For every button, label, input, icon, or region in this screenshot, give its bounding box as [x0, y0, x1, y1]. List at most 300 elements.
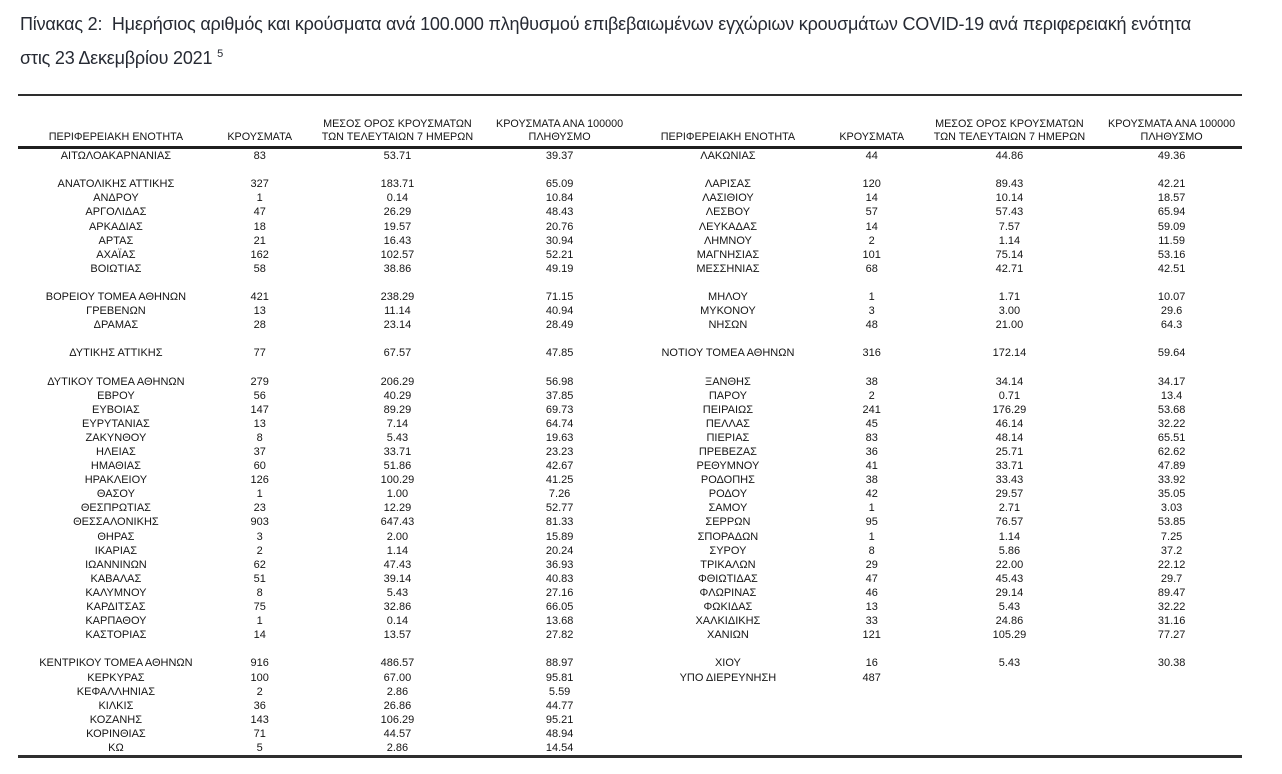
- region-cell: ΚΩ: [108, 741, 124, 754]
- region-cell: [630, 360, 826, 374]
- value-cell: 13.68: [545, 615, 574, 628]
- value-cell: 29.6: [1160, 305, 1183, 318]
- value-cell: [306, 642, 490, 656]
- value-cell: 29.7: [1160, 572, 1183, 585]
- region-cell: ΚΙΛΚΙΣ: [98, 699, 134, 712]
- value-cell: 2: [868, 389, 875, 402]
- value-cell: 75: [253, 601, 266, 614]
- value-cell: 32.22: [1157, 601, 1186, 614]
- value-cell: 5.59: [548, 685, 571, 698]
- value-cell: 67.57: [383, 347, 412, 360]
- value-cell: [1101, 642, 1242, 656]
- value-cell: 241: [862, 403, 881, 416]
- spacer-row: [630, 360, 1242, 374]
- value-cell: 33: [865, 615, 878, 628]
- value-cell: 421: [250, 290, 269, 303]
- value-cell: 16: [865, 657, 878, 670]
- value-cell: 53.16: [1157, 248, 1186, 261]
- value-cell: 33.71: [383, 446, 412, 459]
- column-header: ΚΡΟΥΣΜΑΤΑ: [826, 96, 918, 148]
- value-cell: 10.14: [995, 192, 1024, 205]
- value-cell: 7.26: [548, 488, 571, 501]
- table-row: [18, 318, 630, 332]
- value-cell: 53.68: [1157, 403, 1186, 416]
- value-cell: 101: [862, 248, 881, 261]
- value-cell: 38: [865, 375, 878, 388]
- value-cell: [1101, 163, 1242, 177]
- value-cell: 1: [256, 192, 263, 205]
- value-cell: [489, 163, 630, 177]
- value-cell: 487: [862, 671, 881, 684]
- spacer-row: [630, 713, 1242, 727]
- value-cell: [214, 360, 306, 374]
- region-cell: ΠΑΡΟΥ: [708, 389, 747, 402]
- value-cell: 44.77: [545, 699, 574, 712]
- value-cell: 5.43: [386, 586, 409, 599]
- region-cell: ΜΑΓΝΗΣΙΑΣ: [696, 248, 760, 261]
- region-cell: [630, 685, 826, 699]
- value-cell: 47.43: [383, 558, 412, 571]
- value-cell: [306, 360, 490, 374]
- value-cell: 10.84: [545, 192, 574, 205]
- value-cell: 88.97: [545, 657, 574, 670]
- region-cell: ΚΕΦΑΛΛΗΝΙΑΣ: [76, 685, 156, 698]
- value-cell: 67.00: [383, 671, 412, 684]
- value-cell: [826, 276, 918, 290]
- table-header-left: [18, 96, 630, 148]
- value-cell: 27.82: [545, 629, 574, 642]
- value-cell: 57.43: [995, 206, 1024, 219]
- table-row: [630, 346, 1242, 360]
- table-columns-wrapper: [18, 96, 1242, 755]
- value-cell: 48.43: [545, 206, 574, 219]
- table-row: [18, 177, 630, 191]
- region-cell: ΜΥΚΟΝΟΥ: [700, 305, 756, 318]
- value-cell: 1: [868, 502, 875, 515]
- value-cell: 8: [256, 586, 263, 599]
- value-cell: [489, 642, 630, 656]
- table-row: [18, 670, 630, 684]
- table-row: [18, 148, 630, 164]
- value-cell: 65.09: [545, 178, 574, 191]
- value-cell: 69.73: [545, 403, 574, 416]
- region-cell: ΑΙΤΩΛΟΑΚΑΡΝΑΝΙΑΣ: [60, 150, 172, 163]
- table-row: [18, 290, 630, 304]
- column-header: ΜΕΣΟΣ ΟΡΟΣ ΚΡΟΥΣΜΑΤΩΝ ΤΩΝ ΤΕΛΕΥΤΑΙΩΝ 7 ΗΜΕΡΩΝ: [306, 96, 490, 148]
- value-cell: [826, 642, 918, 656]
- region-cell: ΑΡΓΟΛΙΔΑΣ: [85, 206, 147, 219]
- value-cell: 49.36: [1157, 150, 1186, 163]
- table-row: [630, 318, 1242, 332]
- region-cell: ΒΟΙΩΤΙΑΣ: [90, 262, 142, 275]
- table-row: [630, 600, 1242, 614]
- value-cell: 18.57: [1157, 192, 1186, 205]
- region-cell: ΕΥΒΟΙΑΣ: [92, 403, 140, 416]
- spacer-row: [18, 642, 630, 656]
- region-cell: ΑΡΤΑΣ: [98, 234, 134, 247]
- value-cell: 126: [250, 474, 269, 487]
- column-header: ΚΡΟΥΣΜΑΤΑ: [214, 96, 306, 148]
- value-cell: 2.86: [386, 685, 409, 698]
- region-cell: [630, 727, 826, 741]
- table-row: [630, 572, 1242, 586]
- region-cell: ΡΟΔΟΠΗΣ: [700, 474, 755, 487]
- value-cell: 18: [253, 220, 266, 233]
- value-cell: 23.14: [383, 319, 412, 332]
- value-cell: 95.21: [545, 713, 574, 726]
- value-cell: 13.57: [383, 629, 412, 642]
- value-cell: 32.86: [383, 601, 412, 614]
- region-cell: ΕΥΡΥΤΑΝΙΑΣ: [82, 417, 150, 430]
- region-cell: ΛΕΣΒΟΥ: [705, 206, 751, 219]
- value-cell: 51.86: [383, 460, 412, 473]
- value-cell: 1: [256, 615, 263, 628]
- region-cell: ΛΑΣΙΘΙΟΥ: [702, 192, 754, 205]
- value-cell: [826, 332, 918, 346]
- region-cell: ΘΕΣΣΑΛΟΝΙΚΗΣ: [73, 516, 159, 529]
- table-row: [630, 219, 1242, 233]
- value-cell: 162: [250, 248, 269, 261]
- value-cell: 77: [253, 347, 266, 360]
- table-row: [630, 459, 1242, 473]
- table-row: [630, 670, 1242, 684]
- value-cell: [489, 332, 630, 346]
- region-cell: ΜΕΣΣΗΝΙΑΣ: [696, 262, 760, 275]
- value-cell: 65.51: [1157, 431, 1186, 444]
- value-cell: [918, 699, 1102, 713]
- table-row: [18, 741, 630, 755]
- value-cell: 57: [865, 206, 878, 219]
- value-cell: 33.92: [1157, 474, 1186, 487]
- value-cell: 53.71: [383, 150, 412, 163]
- value-cell: [918, 670, 1102, 684]
- value-cell: 3.03: [1160, 502, 1183, 515]
- value-cell: 1: [868, 530, 875, 543]
- value-cell: 2.71: [998, 502, 1021, 515]
- value-cell: 68: [865, 262, 878, 275]
- table-row: [630, 628, 1242, 642]
- table-row: [18, 558, 630, 572]
- value-cell: 30.94: [545, 234, 574, 247]
- value-cell: 238.29: [380, 290, 415, 303]
- value-cell: [918, 685, 1102, 699]
- value-cell: 51: [253, 572, 266, 585]
- region-cell: ΘΗΡΑΣ: [97, 530, 135, 543]
- value-cell: 14: [865, 220, 878, 233]
- region-cell: ΦΛΩΡΙΝΑΣ: [699, 586, 757, 599]
- value-cell: 34.14: [995, 375, 1024, 388]
- value-cell: 147: [250, 403, 269, 416]
- value-cell: [918, 276, 1102, 290]
- table-row: [630, 417, 1242, 431]
- region-cell: ΗΛΕΙΑΣ: [96, 446, 136, 459]
- table-row: [630, 614, 1242, 628]
- region-cell: ΞΑΝΘΗΣ: [705, 375, 751, 388]
- region-cell: ΠΙΕΡΙΑΣ: [706, 431, 750, 444]
- value-cell: 28: [253, 319, 266, 332]
- table-row: [630, 530, 1242, 544]
- value-cell: 183.71: [380, 178, 415, 191]
- value-cell: 71.15: [545, 290, 574, 303]
- table-row: [18, 248, 630, 262]
- region-cell: ΦΘΙΩΤΙΔΑΣ: [697, 572, 758, 585]
- region-cell: ΠΕΛΛΑΣ: [705, 417, 750, 430]
- table-row: [18, 572, 630, 586]
- value-cell: 13: [253, 305, 266, 318]
- value-cell: 1: [868, 290, 875, 303]
- column-header: ΠΕΡΙΦΕΡΕΙΑΚΗ ΕΝΟΤΗΤΑ: [630, 96, 826, 148]
- value-cell: 40.83: [545, 572, 574, 585]
- value-cell: 66.05: [545, 601, 574, 614]
- table-row: [18, 346, 630, 360]
- table-row: [18, 459, 630, 473]
- spacer-row: [18, 163, 630, 177]
- value-cell: 8: [256, 431, 263, 444]
- value-cell: 5.43: [386, 431, 409, 444]
- value-cell: 120: [862, 178, 881, 191]
- table-row: [630, 445, 1242, 459]
- value-cell: [214, 332, 306, 346]
- region-cell: ΘΑΣΟΥ: [96, 488, 135, 501]
- value-cell: [214, 276, 306, 290]
- value-cell: [1101, 713, 1242, 727]
- value-cell: 8: [868, 544, 875, 557]
- region-cell: ΥΠΟ ΔΙΕΡΕΥΝΗΣΗ: [679, 671, 777, 684]
- value-cell: [918, 727, 1102, 741]
- spacer-row: [630, 699, 1242, 713]
- value-cell: 14: [253, 629, 266, 642]
- column-header: ΜΕΣΟΣ ΟΡΟΣ ΚΡΟΥΣΜΑΤΩΝ ΤΩΝ ΤΕΛΕΥΤΑΙΩΝ 7 ΗΜΕΡΩΝ: [918, 96, 1102, 148]
- value-cell: 105.29: [992, 629, 1027, 642]
- value-cell: [826, 741, 918, 755]
- value-cell: [918, 332, 1102, 346]
- table-row: [18, 262, 630, 276]
- value-cell: [489, 360, 630, 374]
- value-cell: 24.86: [995, 615, 1024, 628]
- region-cell: ΣΕΡΡΩΝ: [705, 516, 751, 529]
- value-cell: [214, 642, 306, 656]
- spacer-row: [630, 276, 1242, 290]
- region-cell: ΑΧΑΪΑΣ: [96, 248, 136, 261]
- value-cell: 47: [865, 572, 878, 585]
- table-row: [18, 389, 630, 403]
- table-row: [18, 191, 630, 205]
- region-cell: ΔΥΤΙΚΟΥ ΤΟΜΕΑ ΑΘΗΝΩΝ: [47, 375, 185, 388]
- table-row: [630, 205, 1242, 219]
- table-row: [630, 656, 1242, 670]
- value-cell: [826, 727, 918, 741]
- table-row: [18, 628, 630, 642]
- table-row: [18, 417, 630, 431]
- page-title: [20, 9, 1225, 73]
- value-cell: 41: [865, 460, 878, 473]
- value-cell: 47.85: [545, 347, 574, 360]
- value-cell: 1.14: [998, 530, 1021, 543]
- table-row: [18, 530, 630, 544]
- value-cell: [1101, 670, 1242, 684]
- table-row: [18, 403, 630, 417]
- region-cell: [630, 332, 826, 346]
- table-row: [18, 515, 630, 529]
- value-cell: 71: [253, 727, 266, 740]
- value-cell: [1101, 727, 1242, 741]
- value-cell: 100: [250, 671, 269, 684]
- spacer-row: [630, 332, 1242, 346]
- value-cell: 27.16: [545, 586, 574, 599]
- value-cell: 83: [253, 150, 266, 163]
- value-cell: 916: [250, 657, 269, 670]
- column-header: ΚΡΟΥΣΜΑΤΑ ΑΝΑ 100000 ΠΛΗΘΥΣΜΟ: [489, 96, 630, 148]
- region-cell: ΛΑΡΙΣΑΣ: [704, 178, 751, 191]
- table-row: [630, 234, 1242, 248]
- value-cell: 19.57: [383, 220, 412, 233]
- region-cell: ΠΡΕΒΕΖΑΣ: [698, 446, 757, 459]
- value-cell: 26.86: [383, 699, 412, 712]
- value-cell: [306, 163, 490, 177]
- table-row: [630, 501, 1242, 515]
- region-cell: ΕΒΡΟΥ: [97, 389, 135, 402]
- value-cell: 0.14: [386, 615, 409, 628]
- value-cell: 2.86: [386, 741, 409, 754]
- region-cell: [18, 276, 214, 290]
- table-row: [18, 586, 630, 600]
- value-cell: 62: [253, 558, 266, 571]
- region-cell: ΦΩΚΙΔΑΣ: [703, 601, 753, 614]
- value-cell: [826, 713, 918, 727]
- value-cell: 0.71: [998, 389, 1021, 402]
- value-cell: 7.57: [998, 220, 1021, 233]
- table-row: [18, 600, 630, 614]
- table-row: [18, 219, 630, 233]
- value-cell: 38.86: [383, 262, 412, 275]
- value-cell: 14.54: [545, 741, 574, 754]
- region-cell: ΖΑΚΥΝΘΟΥ: [85, 431, 147, 444]
- value-cell: 89.29: [383, 403, 412, 416]
- region-cell: ΧΙΟΥ: [714, 657, 741, 670]
- table-row: [630, 290, 1242, 304]
- region-cell: ΣΠΟΡΑΔΩΝ: [697, 530, 759, 543]
- value-cell: 100.29: [380, 474, 415, 487]
- column-header: ΠΕΡΙΦΕΡΕΙΑΚΗ ΕΝΟΤΗΤΑ: [18, 96, 214, 148]
- value-cell: 83: [865, 431, 878, 444]
- table-row: [630, 262, 1242, 276]
- value-cell: [918, 713, 1102, 727]
- value-cell: 5: [256, 741, 263, 754]
- value-cell: 95: [865, 516, 878, 529]
- table-header-right: [630, 96, 1242, 148]
- value-cell: 65.94: [1157, 206, 1186, 219]
- region-cell: ΛΑΚΩΝΙΑΣ: [700, 150, 756, 163]
- value-cell: 47: [253, 206, 266, 219]
- region-cell: [18, 642, 214, 656]
- value-cell: 279: [250, 375, 269, 388]
- value-cell: 46.14: [995, 417, 1024, 430]
- value-cell: 143: [250, 713, 269, 726]
- value-cell: 23: [253, 502, 266, 515]
- value-cell: [1101, 699, 1242, 713]
- value-cell: 56.98: [545, 375, 574, 388]
- table-row: [18, 375, 630, 389]
- value-cell: 2: [256, 544, 263, 557]
- value-cell: 31.16: [1157, 615, 1186, 628]
- table-row: [18, 685, 630, 699]
- value-cell: 206.29: [380, 375, 415, 388]
- value-cell: 11.14: [384, 305, 411, 318]
- value-cell: 11.59: [1158, 234, 1185, 247]
- value-cell: 64.74: [545, 417, 574, 430]
- value-cell: [918, 360, 1102, 374]
- region-cell: ΙΩΑΝΝΙΝΩΝ: [85, 558, 147, 571]
- value-cell: 39.37: [545, 150, 574, 163]
- value-cell: 48: [865, 319, 878, 332]
- value-cell: [1101, 276, 1242, 290]
- region-cell: ΚΑΒΑΛΑΣ: [90, 572, 142, 585]
- value-cell: [918, 741, 1102, 755]
- value-cell: [826, 685, 918, 699]
- value-cell: 21.00: [995, 319, 1024, 332]
- page-title-text: Πίνακας 2: Ημερήσιος αριθμός και κρούσματα ανά 100.000 πληθυσμού επιβεβαιωμένων εγχώριων κρουσμάτων COVID-19 ανά περιφερειακή ενότητα στις 23 Δεκεμβρίου 2021: [20, 14, 1196, 68]
- value-cell: 3: [868, 305, 875, 318]
- value-cell: 14: [865, 192, 878, 205]
- value-cell: 29: [865, 558, 878, 571]
- spacer-row: [630, 685, 1242, 699]
- region-cell: [630, 713, 826, 727]
- table-row: [630, 304, 1242, 318]
- value-cell: 36.93: [545, 558, 574, 571]
- table-row: [18, 713, 630, 727]
- region-cell: ΡΟΔΟΥ: [708, 488, 748, 501]
- value-cell: 102.57: [380, 248, 415, 261]
- region-cell: ΚΟΡΙΝΘΙΑΣ: [86, 727, 146, 740]
- value-cell: 37.2: [1160, 544, 1183, 557]
- region-cell: [630, 741, 826, 755]
- region-cell: ΝΗΣΩΝ: [708, 319, 748, 332]
- value-cell: 40.94: [545, 305, 574, 318]
- covid-table-right: [630, 96, 1242, 755]
- spacer-row: [630, 741, 1242, 755]
- value-cell: [918, 642, 1102, 656]
- table-row: [18, 205, 630, 219]
- value-cell: 13: [865, 601, 878, 614]
- value-cell: 29.57: [995, 488, 1024, 501]
- value-cell: 316: [862, 347, 881, 360]
- table-row: [630, 403, 1242, 417]
- region-cell: ΡΕΘΥΜΝΟΥ: [696, 460, 760, 473]
- value-cell: 903: [250, 516, 269, 529]
- region-cell: ΔΥΤΙΚΗΣ ΑΤΤΙΚΗΣ: [69, 347, 163, 360]
- value-cell: 1: [256, 488, 263, 501]
- table-row: [18, 487, 630, 501]
- region-cell: ΛΕΥΚΑΔΑΣ: [698, 220, 757, 233]
- table-row: [630, 389, 1242, 403]
- region-cell: ΤΡΙΚΑΛΩΝ: [700, 558, 756, 571]
- value-cell: [306, 332, 490, 346]
- table-row: [630, 431, 1242, 445]
- region-cell: ΙΚΑΡΙΑΣ: [94, 544, 138, 557]
- region-cell: ΚΑΡΔΙΤΣΑΣ: [86, 601, 146, 614]
- value-cell: 44.86: [995, 150, 1024, 163]
- value-cell: 5.43: [998, 601, 1021, 614]
- value-cell: 46: [865, 586, 878, 599]
- region-cell: ΒΟΡΕΙΟΥ ΤΟΜΕΑ ΑΘΗΝΩΝ: [45, 290, 187, 303]
- region-cell: ΑΝΔΡΟΥ: [93, 192, 139, 205]
- value-cell: 36: [253, 699, 266, 712]
- value-cell: 20.76: [545, 220, 574, 233]
- region-cell: ΣΑΜΟΥ: [708, 502, 748, 515]
- region-cell: ΝΟΤΙΟΥ ΤΟΜΕΑ ΑΘΗΝΩΝ: [661, 347, 795, 360]
- region-cell: ΠΕΙΡΑΙΩΣ: [702, 403, 754, 416]
- value-cell: 35.05: [1157, 488, 1186, 501]
